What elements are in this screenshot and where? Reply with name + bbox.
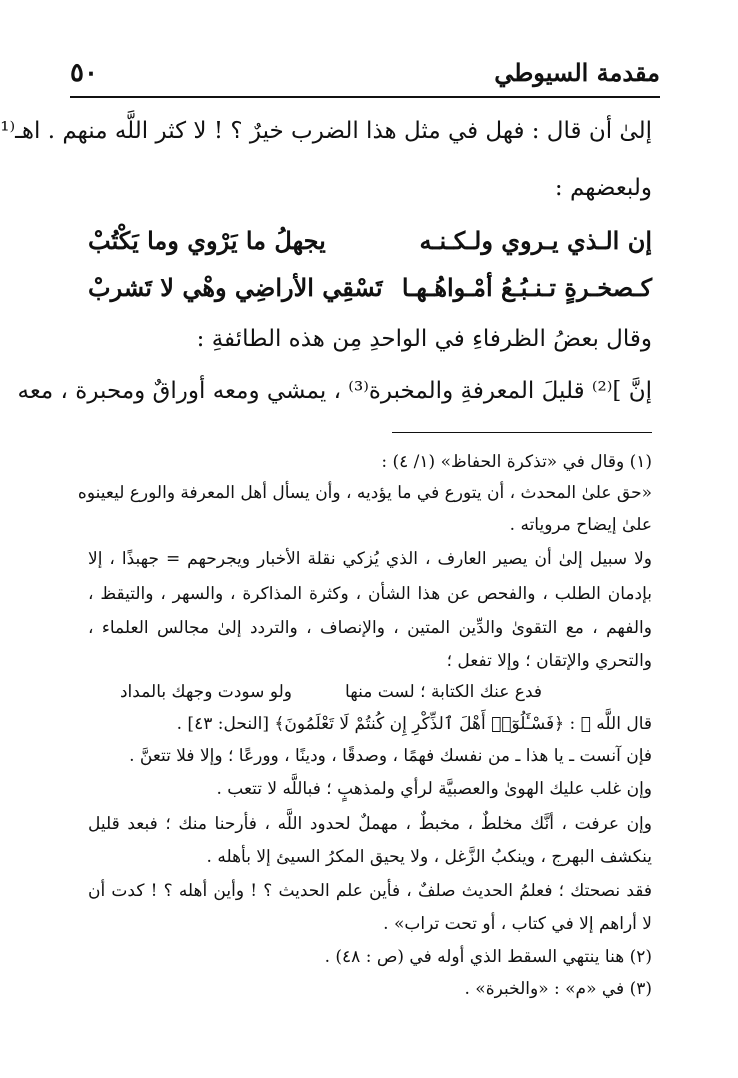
footnote-1-intro: (١) وقال في «تذكرة الحفاظ» (١/ ٤) : xyxy=(381,452,652,472)
footnote-quran-citation: قال اللَّه ﷻ : ﴿فَسْـَٔلُوٓا۟ أَهْلَ ٱلذِّكْرِ إِن كُنتُمْ لَا تَعْلَمُونَ﴾ [النحل: ٤٣] . xyxy=(176,714,652,734)
footnote-separator xyxy=(392,432,652,433)
main-line-1: إلىٰ أن قال : فهل في مثل هذا الضرب خيرٌ ؟ ! لا كثر اللَّه منهم . اهـ⁽¹ xyxy=(0,118,652,144)
page-header xyxy=(70,50,660,98)
footnote-line: والتحري والإتقان ؛ وإلا تفعل ؛ xyxy=(446,651,652,671)
running-title: مقدمة السيوطي xyxy=(494,58,660,87)
verse-2-second-hemistich: تَسْقِي الأراضِي وهْي لا تَشربْ xyxy=(88,273,383,302)
verse-2 xyxy=(88,273,652,309)
footnote-line: علىٰ إيضاح مروياته . xyxy=(509,515,652,535)
footnote-3: (٣) في «م» : «والخبرة» . xyxy=(464,979,652,999)
footnote-verse xyxy=(88,682,652,708)
footnote-2: (٢) هنا ينتهي السقط الذي أوله في (ص : ٤٨) . xyxy=(324,947,652,967)
footnote-line: فإن آنست ـ يا هذا ـ من نفسك فهمًا ، وصدقًا ، ودينًا ، وورعًا ؛ وإلا فلا تتعنَّ . xyxy=(129,746,652,766)
verse-1 xyxy=(88,226,652,262)
footnote-line: لا أراهم إلا في كتاب ، أو تحت تراب» . xyxy=(383,914,652,934)
verse-2-first-hemistich: كـصخـرةٍ تـنـبُـعُ أمْـواهُـهـا xyxy=(401,273,652,302)
footnote-line: ينكشف البهرج ، وينكبُ الزَّغل ، ولا يحيق المكرُ السيئ إلا بأهله . xyxy=(206,847,652,867)
verse-1-first-hemistich: إن الـذي يـروي ولـكـنـه xyxy=(419,226,652,255)
main-line-3: وقال بعضُ الظرفاءِ في الواحدِ مِن هذه الطائفةِ : xyxy=(196,326,652,352)
footnote-line: بإدمان الطلب ، والفحص عن هذا الشأن ، وكثرة المذاكرة ، والسهر ، والتيقظ ، xyxy=(88,584,652,604)
footnote-verse-second-hemistich: ولو سودت وجهك بالمداد xyxy=(119,682,292,702)
footnote-line: «حق علىٰ المحدث ، أن يتورع في ما يؤديه ، وأن يسأل أهل المعرفة والورع ليعينوه xyxy=(77,483,652,503)
verse-1-second-hemistich: يجهلُ ما يَرْوي وما يَكْتُبْ xyxy=(88,226,326,255)
main-line-4: إنَّ ]⁽²⁾ قليلَ المعرفةِ والمخبرة⁽³⁾ ، يمشي ومعه أوراقٌ ومحبرة ، معه xyxy=(17,378,652,404)
main-line-2: ولبعضهم : xyxy=(554,175,652,201)
footnote-line: فقد نصحتك ؛ فعلمُ الحديث صلفٌ ، فأين علم الحديث ؟ ! وأين أهله ؟ ! كدت أن xyxy=(88,881,652,901)
footnote-line: وإن غلب عليك الهوىٰ والعصبيَّة لرأي ولمذهبٍ ؛ فباللَّه لا تتعب . xyxy=(216,779,652,799)
footnote-line: والفهم ، مع التقوىٰ والدِّين المتين ، والإنصاف ، والتردد إلىٰ مجالس العلماء ، xyxy=(88,618,652,638)
footnote-verse-first-hemistich: فدع عنك الكتابة ؛ لست منها xyxy=(345,682,542,702)
footnote-line: ولا سبيل إلىٰ أن يصير العارف ، الذي يُزكي نقلة الأخبار ويجرحهم = جهبذًا ، إلا xyxy=(88,549,652,569)
footnote-line: وإن عرفت ، أنَّك مخلطٌ ، مخبطٌ ، مهملٌ لحدود اللَّه ، فأرحنا منك ؛ فبعد قليل xyxy=(88,814,652,834)
page-number: ٥٠ xyxy=(70,58,98,88)
